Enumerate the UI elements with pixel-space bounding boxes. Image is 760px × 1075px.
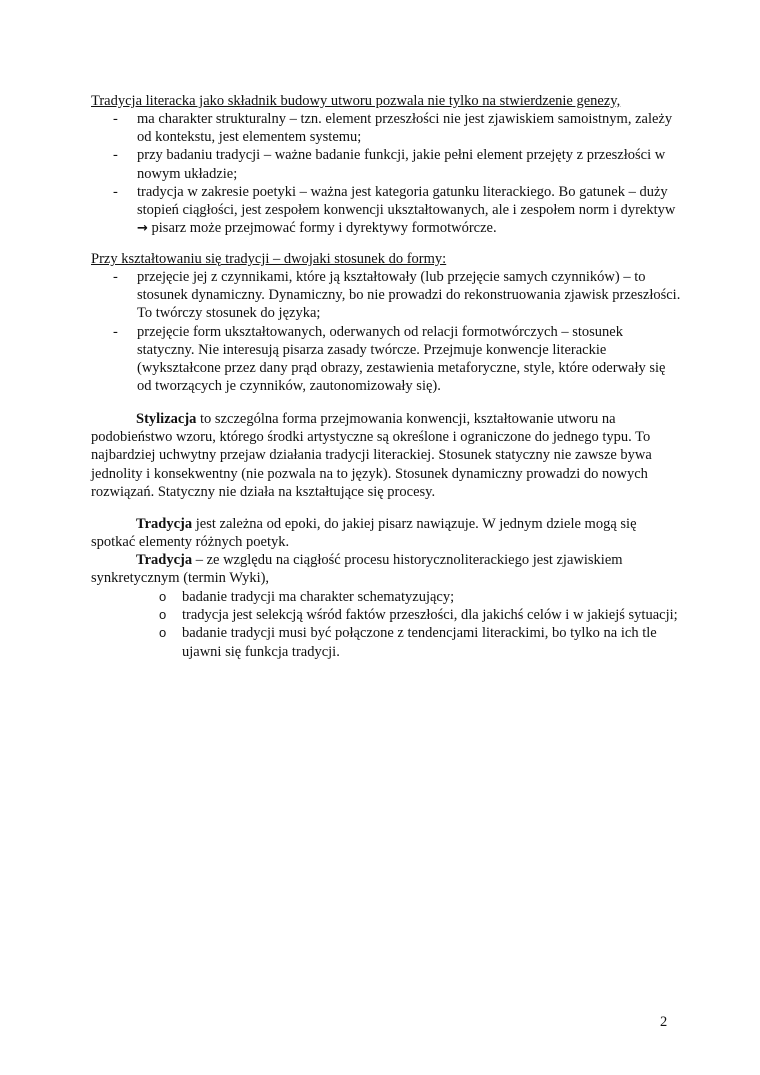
circle-bullet-marker: o	[159, 607, 167, 623]
tradycja-term: Tradycja	[136, 552, 193, 568]
list-item-text: tradycja w zakresie poetyki – ważna jest kategoria gatunku literackiego. Bo gatunek – duży stopień ciągłości, jest zespołem konwencji ukształtowanych, ale i zespołem norm i dyrektyw	[137, 183, 676, 219]
list-item-text: przy badaniu tradycji – ważne badanie funkcji, jakie pełni element przejęty z przeszłości w nowym układzie;	[137, 147, 666, 182]
stylizacja-text: to szczególna forma przejmowania konwencji, kształtowanie utworu na podobieństwo wzoru, którego środki artystyczne są określone i ograniczone do jednego typu. To najbardziej uchwytny przejaw działania tradycji literackiej. Stosunek statyczny nie zawsze bywa jednolity i konsekwentny (nie pozwala na to język). Stosunek dynamiczny prowadzi do nowych rozwiązań. Statyczny nie działa na kształtujące się procesy.	[91, 411, 652, 500]
stylizacja-paragraph	[91, 410, 681, 501]
dash-marker: -	[113, 183, 118, 200]
list-item-text: przejęcie jej z czynnikami, które ją kształtowały (lub przejęcie samych czynników) – to stosunek dynamiczny. Dynamiczny, bo nie prowadzi do rekonstruowania zjawisk przeszłości. To twórczy stosunek do języka;	[137, 269, 681, 322]
list-item-text: przejęcie form ukształtowanych, oderwanych od relacji formotwórczych – stosunek statyczny. Nie interesują pisarza zasady twórcze. Przejmuje konwencje literackie (wykształcone przez dany prąd obrazy, zestawienia metaforyczne, style, które oderwały się od tworzących je czynników, zautonomizowały się).	[137, 323, 666, 395]
page-number: 2	[660, 1014, 668, 1030]
list-item	[91, 146, 681, 182]
list-item	[91, 268, 681, 323]
list-item-text: ma charakter strukturalny – tzn. element przeszłości nie jest zjawiskiem samoistnym, zależy od kontekstu, jest elementem systemu;	[137, 111, 673, 146]
section1-heading: Tradycja literacka jako składnik budowy utworu pozwala nie tylko na stwierdzenie genezy,	[91, 93, 621, 109]
list-item	[91, 606, 681, 624]
tradycja-paragraph-2	[91, 551, 681, 587]
list-item-text: tradycja jest selekcją wśród faktów przeszłości, dla jakichś celów i w jakiejś sytuacji;	[182, 607, 678, 624]
stylizacja-term: Stylizacja	[136, 411, 197, 427]
list-item-text-continued: pisarz może przejmować formy i dyrektywy formotwórcze.	[151, 220, 497, 237]
list-item-text: badanie tradycji musi być połączone z tendencjami literackimi, bo tylko na ich tle ujawni się funkcja tradycji.	[182, 625, 657, 660]
tradycja-text: – ze względu na ciągłość procesu historycznoliterackiego jest zjawiskiem synkretycznym (termin Wyki),	[91, 552, 623, 587]
section2-heading: Przy kształtowaniu się tradycji – dwojaki stosunek do formy:	[91, 251, 447, 267]
tradycja-term: Tradycja	[136, 516, 193, 532]
dash-marker: -	[113, 323, 118, 340]
list-item	[91, 588, 681, 606]
tradycja-text: jest zależna od epoki, do jakiej pisarz nawiązuje. W jednym dziele mogą się spotkać elementy różnych poetyk.	[91, 516, 637, 551]
circle-bullet-marker: o	[159, 589, 167, 604]
tradycja-paragraph-1	[91, 515, 681, 551]
list-item	[91, 323, 681, 396]
list-item	[91, 624, 681, 660]
list-item-text: badanie tradycji ma charakter schematyzujący;	[182, 589, 455, 605]
section1-list	[91, 110, 681, 238]
circle-bullet-marker: o	[159, 625, 167, 641]
section2-list	[91, 268, 681, 395]
dash-marker: -	[113, 111, 118, 127]
dash-marker: -	[113, 147, 118, 164]
list-item	[91, 183, 681, 239]
dash-marker: -	[113, 269, 118, 285]
arrow-right-icon: →	[137, 221, 148, 237]
tradycja-list	[91, 588, 681, 661]
list-item	[91, 110, 681, 146]
